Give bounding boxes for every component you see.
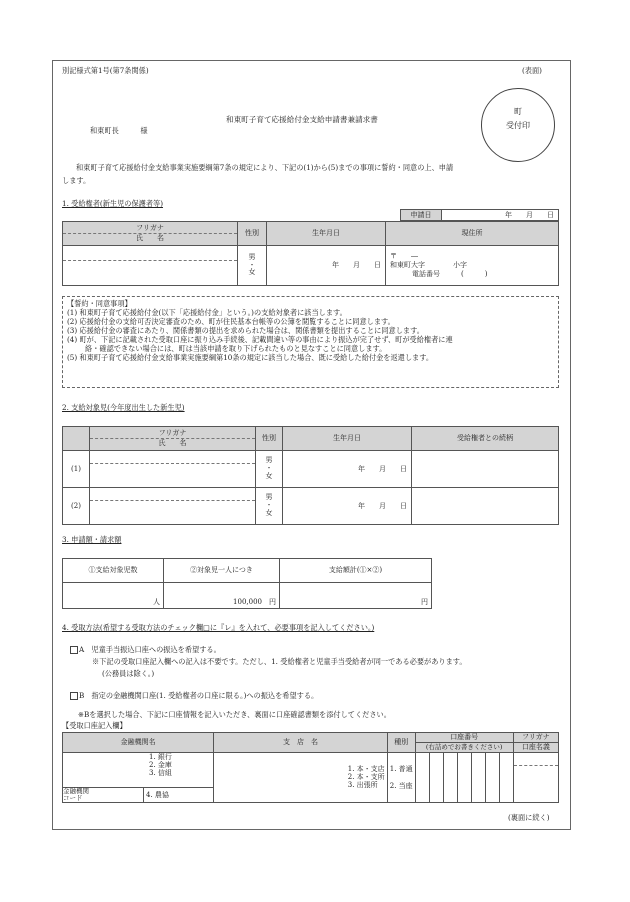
account-table: [62, 732, 559, 803]
child-birth[interactable]: 年 月 日: [283, 451, 412, 488]
birth-header: 生年月日: [267, 222, 386, 246]
child-relation-field[interactable]: [412, 488, 559, 525]
child-birth-header: 生年月日: [283, 427, 412, 451]
option-b-checkbox[interactable]: [70, 692, 78, 700]
reception-stamp: [481, 88, 555, 162]
child-row-number: (2): [63, 488, 90, 525]
option-a-label: A 児童手当振込口座への振込を希望する。: [79, 645, 221, 654]
option-a-note-2: (公務員は除く。): [102, 669, 155, 678]
date-label: 申請日: [401, 210, 442, 221]
kana-header: フリガナ: [513, 733, 558, 743]
count-field[interactable]: 人: [63, 583, 164, 609]
account-digit[interactable]: [485, 753, 499, 803]
application-date-table: [400, 209, 559, 221]
name-label: 氏 名: [136, 234, 164, 242]
stamp-text-1: 町: [514, 107, 522, 116]
account-digit[interactable]: [471, 753, 485, 803]
account-no-header: 口座番号: [415, 733, 513, 743]
addressee: 和東町長 様: [90, 126, 148, 135]
bank-type-3: 3. 信組: [149, 769, 172, 778]
stamp-text-2: 受付印: [506, 121, 530, 130]
child-row-number: (1): [63, 451, 90, 488]
continue-note: (裏面に続く): [508, 813, 550, 822]
bank-name-field[interactable]: [63, 753, 214, 788]
child-name-field[interactable]: [90, 451, 256, 488]
per-child-header: ②対象児一人につき: [164, 559, 280, 583]
branch-type-2: 2. 本・支所: [347, 773, 385, 782]
branch-type-3: 3. 出張所: [347, 781, 378, 790]
account-digit[interactable]: [457, 753, 471, 803]
total-field[interactable]: 円: [280, 583, 432, 609]
address-header: 現住所: [386, 222, 559, 246]
consent-box: [62, 296, 559, 388]
applicant-address[interactable]: [386, 246, 559, 286]
consent-item-2: (2) 応援給付金の支給可否決定審査のため、町が住民基本台帳等の公簿を閲覧することに同意します。: [67, 317, 395, 326]
option-a-note-1: ※下記の受取口座記入欄への記入は不要です。ただし、1. 受給権者と児童手当受給者が同一である必要があります。: [92, 657, 467, 666]
child-name-field[interactable]: [90, 488, 256, 525]
applicant-birth[interactable]: 年 月 日: [267, 246, 386, 286]
side-label: (表面): [522, 66, 542, 75]
form-title: 和東町子育て応援給付金支給申請書兼請求書: [226, 115, 378, 124]
account-digit[interactable]: [429, 753, 443, 803]
consent-item-3: (3) 応援給付金の審査にあたり、関係書類の提出を求められた場合は、関係書類を提出することに同意します。: [67, 326, 424, 335]
option-a-checkbox[interactable]: [70, 646, 78, 654]
child-no-header: [63, 427, 90, 451]
account-digit[interactable]: [443, 753, 457, 803]
account-title: 【受取口座記入欄】: [62, 721, 127, 730]
address-line: 和東町大字 小字: [390, 261, 467, 270]
intro-line-2: します。: [62, 176, 91, 185]
branch-name-field[interactable]: [214, 753, 387, 803]
name-header: [63, 222, 238, 246]
child-name-header: [90, 427, 256, 451]
child-name-label: 氏 名: [158, 439, 187, 447]
section3-heading: 3. 申請額・請求額: [62, 535, 122, 544]
consent-title: 【誓約・同意事項】: [67, 299, 132, 308]
account-digit[interactable]: [499, 753, 513, 803]
form-number: 別記様式第1号(第7条関係): [62, 66, 149, 75]
section1-heading: 1. 受給権者(新生児の保護者等): [62, 199, 164, 208]
total-header: 支給額計(①×②): [280, 559, 432, 583]
branch-header: 支 店 名: [214, 733, 387, 753]
child-row: [63, 451, 559, 488]
child-row: [63, 488, 559, 525]
account-digit[interactable]: [415, 753, 429, 803]
count-header: ①支給対象児数: [63, 559, 164, 583]
consent-item-5: (5) 和東町子育て応援給付金支給事業実施要綱第10条の規定に該当した場合、既に受給した給付金を返還します。: [67, 353, 434, 362]
section2-heading: 2. 支給対象児(今年度出生した新生児): [62, 403, 185, 412]
bank-type-4: 4. 農協: [144, 787, 214, 802]
date-field[interactable]: 年 月 日: [442, 210, 559, 221]
child-sex-header: 性別: [256, 427, 283, 451]
furigana-label: フリガナ: [63, 224, 237, 234]
consent-item-1: (1) 和東町子育て応援給付金(以下「応援給付金」という。)の支給対象者に該当します。: [67, 308, 347, 317]
amount-table: [62, 558, 432, 609]
account-no-note: (右詰めでお書きください): [415, 743, 513, 753]
child-sex[interactable]: 男 ・ 女: [256, 451, 283, 488]
per-child-amount: 100,000 円: [164, 583, 280, 609]
applicant-name-field[interactable]: [63, 246, 238, 286]
phone-number: 電話番号 ( ): [412, 269, 488, 278]
section4-heading: 4. 受取方法(希望する受取方法のチェック欄□に『レ』を入れて、必要事項を記入してください。): [62, 623, 375, 632]
bank-type-2: 2. 金庫: [149, 761, 172, 770]
option-b: [70, 691, 318, 700]
holder-header: 口座名義: [513, 743, 558, 753]
child-relation-field[interactable]: [412, 451, 559, 488]
consent-item-4-cont: 絡・確認できない場合には、町は当該申請を取り下げられたものと見なすことに同意します。: [85, 344, 387, 353]
applicant-sex[interactable]: 男 ・ 女: [238, 246, 267, 286]
type-header: 種別: [387, 733, 415, 753]
child-table: [62, 426, 559, 525]
bank-type-1: 1. 銀行: [149, 753, 172, 761]
child-sex[interactable]: 男 ・ 女: [256, 488, 283, 525]
applicant-table: [62, 221, 559, 286]
sex-header: 性別: [238, 222, 267, 246]
bank-header: 金融機関名: [63, 733, 214, 753]
acct-type-1: 1. 普通: [389, 764, 413, 773]
account-type-field[interactable]: [387, 753, 415, 803]
postal-code: 〒 ―: [390, 252, 418, 261]
acct-type-2: 2. 当座: [389, 781, 413, 790]
option-a: [70, 645, 221, 654]
intro-line-1: 和東町子育て応援給付金支給事業実施要綱第7条の規定により、下記の(1)から(5)までの事項に誓約・同意の上、申請: [76, 163, 454, 172]
child-relation-header: 受給権者との続柄: [412, 427, 559, 451]
child-furigana-label: フリガナ: [90, 429, 255, 439]
consent-item-4: (4) 町が、下記に記載された受取口座に振り込み手続後、記載間違い等の事由により振込が完了せず、町が受給権者に連: [67, 335, 453, 344]
bank-code-label: 金融機関 コード: [63, 787, 144, 802]
option-b-label: B 指定の金融機関口座(1. 受給権者の口座に限る。)への振込を希望する。: [79, 691, 319, 700]
option-b-note: ※Bを選択した場合、下記に口座情報を記入いただき、裏面に口座確認書類を添付してください。: [78, 710, 391, 719]
branch-type-1: 1. 本・支店: [347, 765, 385, 774]
child-birth[interactable]: 年 月 日: [283, 488, 412, 525]
account-holder-field[interactable]: [513, 753, 558, 803]
